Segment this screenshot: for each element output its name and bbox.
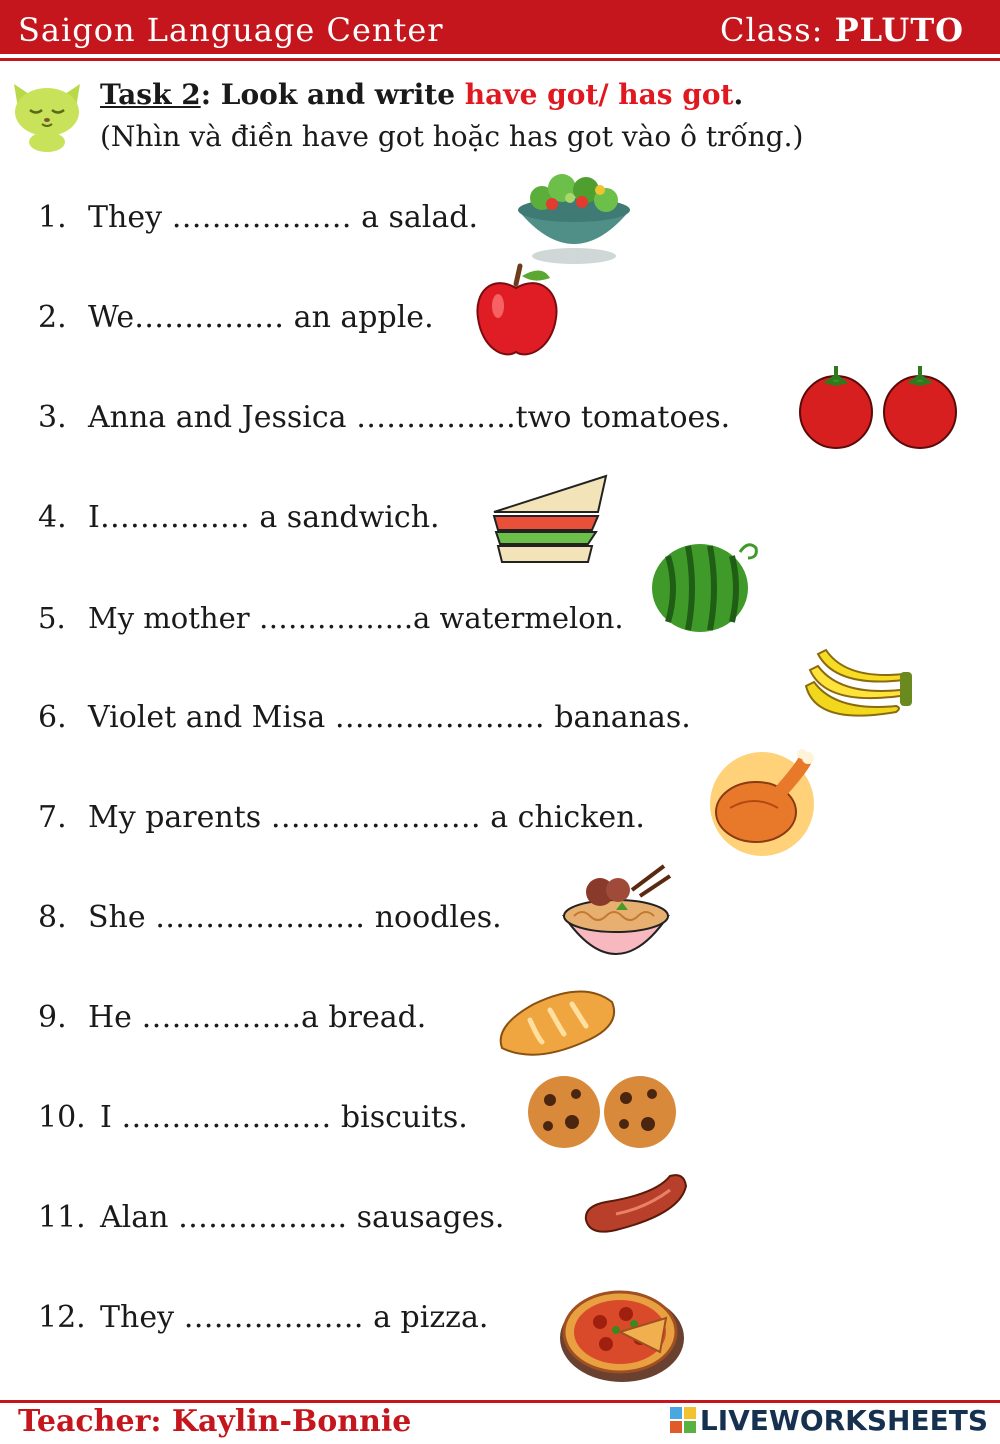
school-name: Saigon Language Center xyxy=(18,11,444,49)
brand-text: LIVEWORKSHEETS xyxy=(699,1404,988,1437)
item-sentence: They ……………… a salad. xyxy=(88,200,479,235)
item-number: 4. xyxy=(38,500,67,535)
item-number: 11. xyxy=(38,1200,86,1235)
item-sentence: Alan …………….. sausages. xyxy=(100,1200,505,1235)
item-sentence: They ……………… a pizza. xyxy=(100,1300,489,1335)
exercise-item-5[interactable] xyxy=(38,601,624,635)
tomato-icon xyxy=(796,362,962,452)
bread-icon xyxy=(494,986,622,1064)
banana-icon xyxy=(796,646,916,734)
exercise-item-3[interactable] xyxy=(38,400,730,435)
item-number: 10. xyxy=(38,1100,86,1135)
task-instruction: : Look and write xyxy=(200,78,465,111)
item-sentence: She ………………… noodles. xyxy=(88,900,502,935)
class-name: PLUTO xyxy=(834,11,964,49)
liveworksheets-brand xyxy=(670,1404,988,1437)
task-heading xyxy=(100,78,743,111)
class-label: Class: xyxy=(720,11,824,49)
item-sentence: Violet and Misa ………………… bananas. xyxy=(88,700,691,735)
exercise-item-4[interactable] xyxy=(38,500,440,535)
liveworksheets-logo-icon xyxy=(670,1407,696,1433)
task-translation: (Nhìn và điền have got hoặc has got vào ô trống.) xyxy=(100,120,804,153)
exercise-item-6[interactable] xyxy=(38,700,691,735)
task-end: . xyxy=(733,78,744,111)
item-sentence: Anna and Jessica …………….two tomatoes. xyxy=(88,400,731,435)
task-answer-options: have got/ has got xyxy=(464,78,734,111)
salad-bowl-icon xyxy=(512,160,636,268)
watermelon-icon xyxy=(648,536,764,634)
item-number: 3. xyxy=(38,400,67,435)
exercise-item-10[interactable] xyxy=(38,1100,468,1135)
apple-icon xyxy=(472,262,562,362)
exercise-item-7[interactable] xyxy=(38,800,645,835)
pizza-icon xyxy=(556,1278,688,1384)
item-sentence: My mother …………….a watermelon. xyxy=(88,601,624,635)
exercise-item-12[interactable] xyxy=(38,1300,488,1335)
exercise-item-11[interactable] xyxy=(38,1200,504,1235)
sausage-icon xyxy=(576,1164,694,1246)
item-number: 12. xyxy=(38,1300,86,1335)
exercise-item-9[interactable] xyxy=(38,1000,426,1035)
exercise-item-8[interactable] xyxy=(38,900,502,935)
item-number: 7. xyxy=(38,800,67,835)
cat-mascot-icon xyxy=(8,76,86,152)
footer-divider xyxy=(0,1400,1000,1403)
item-number: 9. xyxy=(38,1000,67,1035)
exercise-item-1[interactable] xyxy=(38,200,478,235)
item-sentence: My parents ………………… a chicken. xyxy=(88,800,645,835)
header-divider xyxy=(0,58,1000,61)
item-number: 1. xyxy=(38,200,67,235)
roast-chicken-icon xyxy=(706,746,818,858)
item-number: 2. xyxy=(38,300,67,335)
cookie-icon xyxy=(526,1072,678,1152)
item-sentence: I…………… a sandwich. xyxy=(88,500,440,535)
item-sentence: We…………… an apple. xyxy=(88,300,434,335)
item-number: 5. xyxy=(38,601,66,635)
header-bar xyxy=(0,0,1000,54)
item-number: 6. xyxy=(38,700,67,735)
item-sentence: I ………………… biscuits. xyxy=(100,1100,468,1135)
item-number: 8. xyxy=(38,900,67,935)
exercise-item-2[interactable] xyxy=(38,300,434,335)
sandwich-icon xyxy=(488,472,612,568)
task-label: Task 2 xyxy=(100,78,201,111)
class-info xyxy=(720,11,964,49)
noodle-bowl-icon xyxy=(560,862,672,974)
teacher-name: Teacher: Kaylin-Bonnie xyxy=(18,1404,412,1439)
item-sentence: He …………….a bread. xyxy=(88,1000,427,1035)
